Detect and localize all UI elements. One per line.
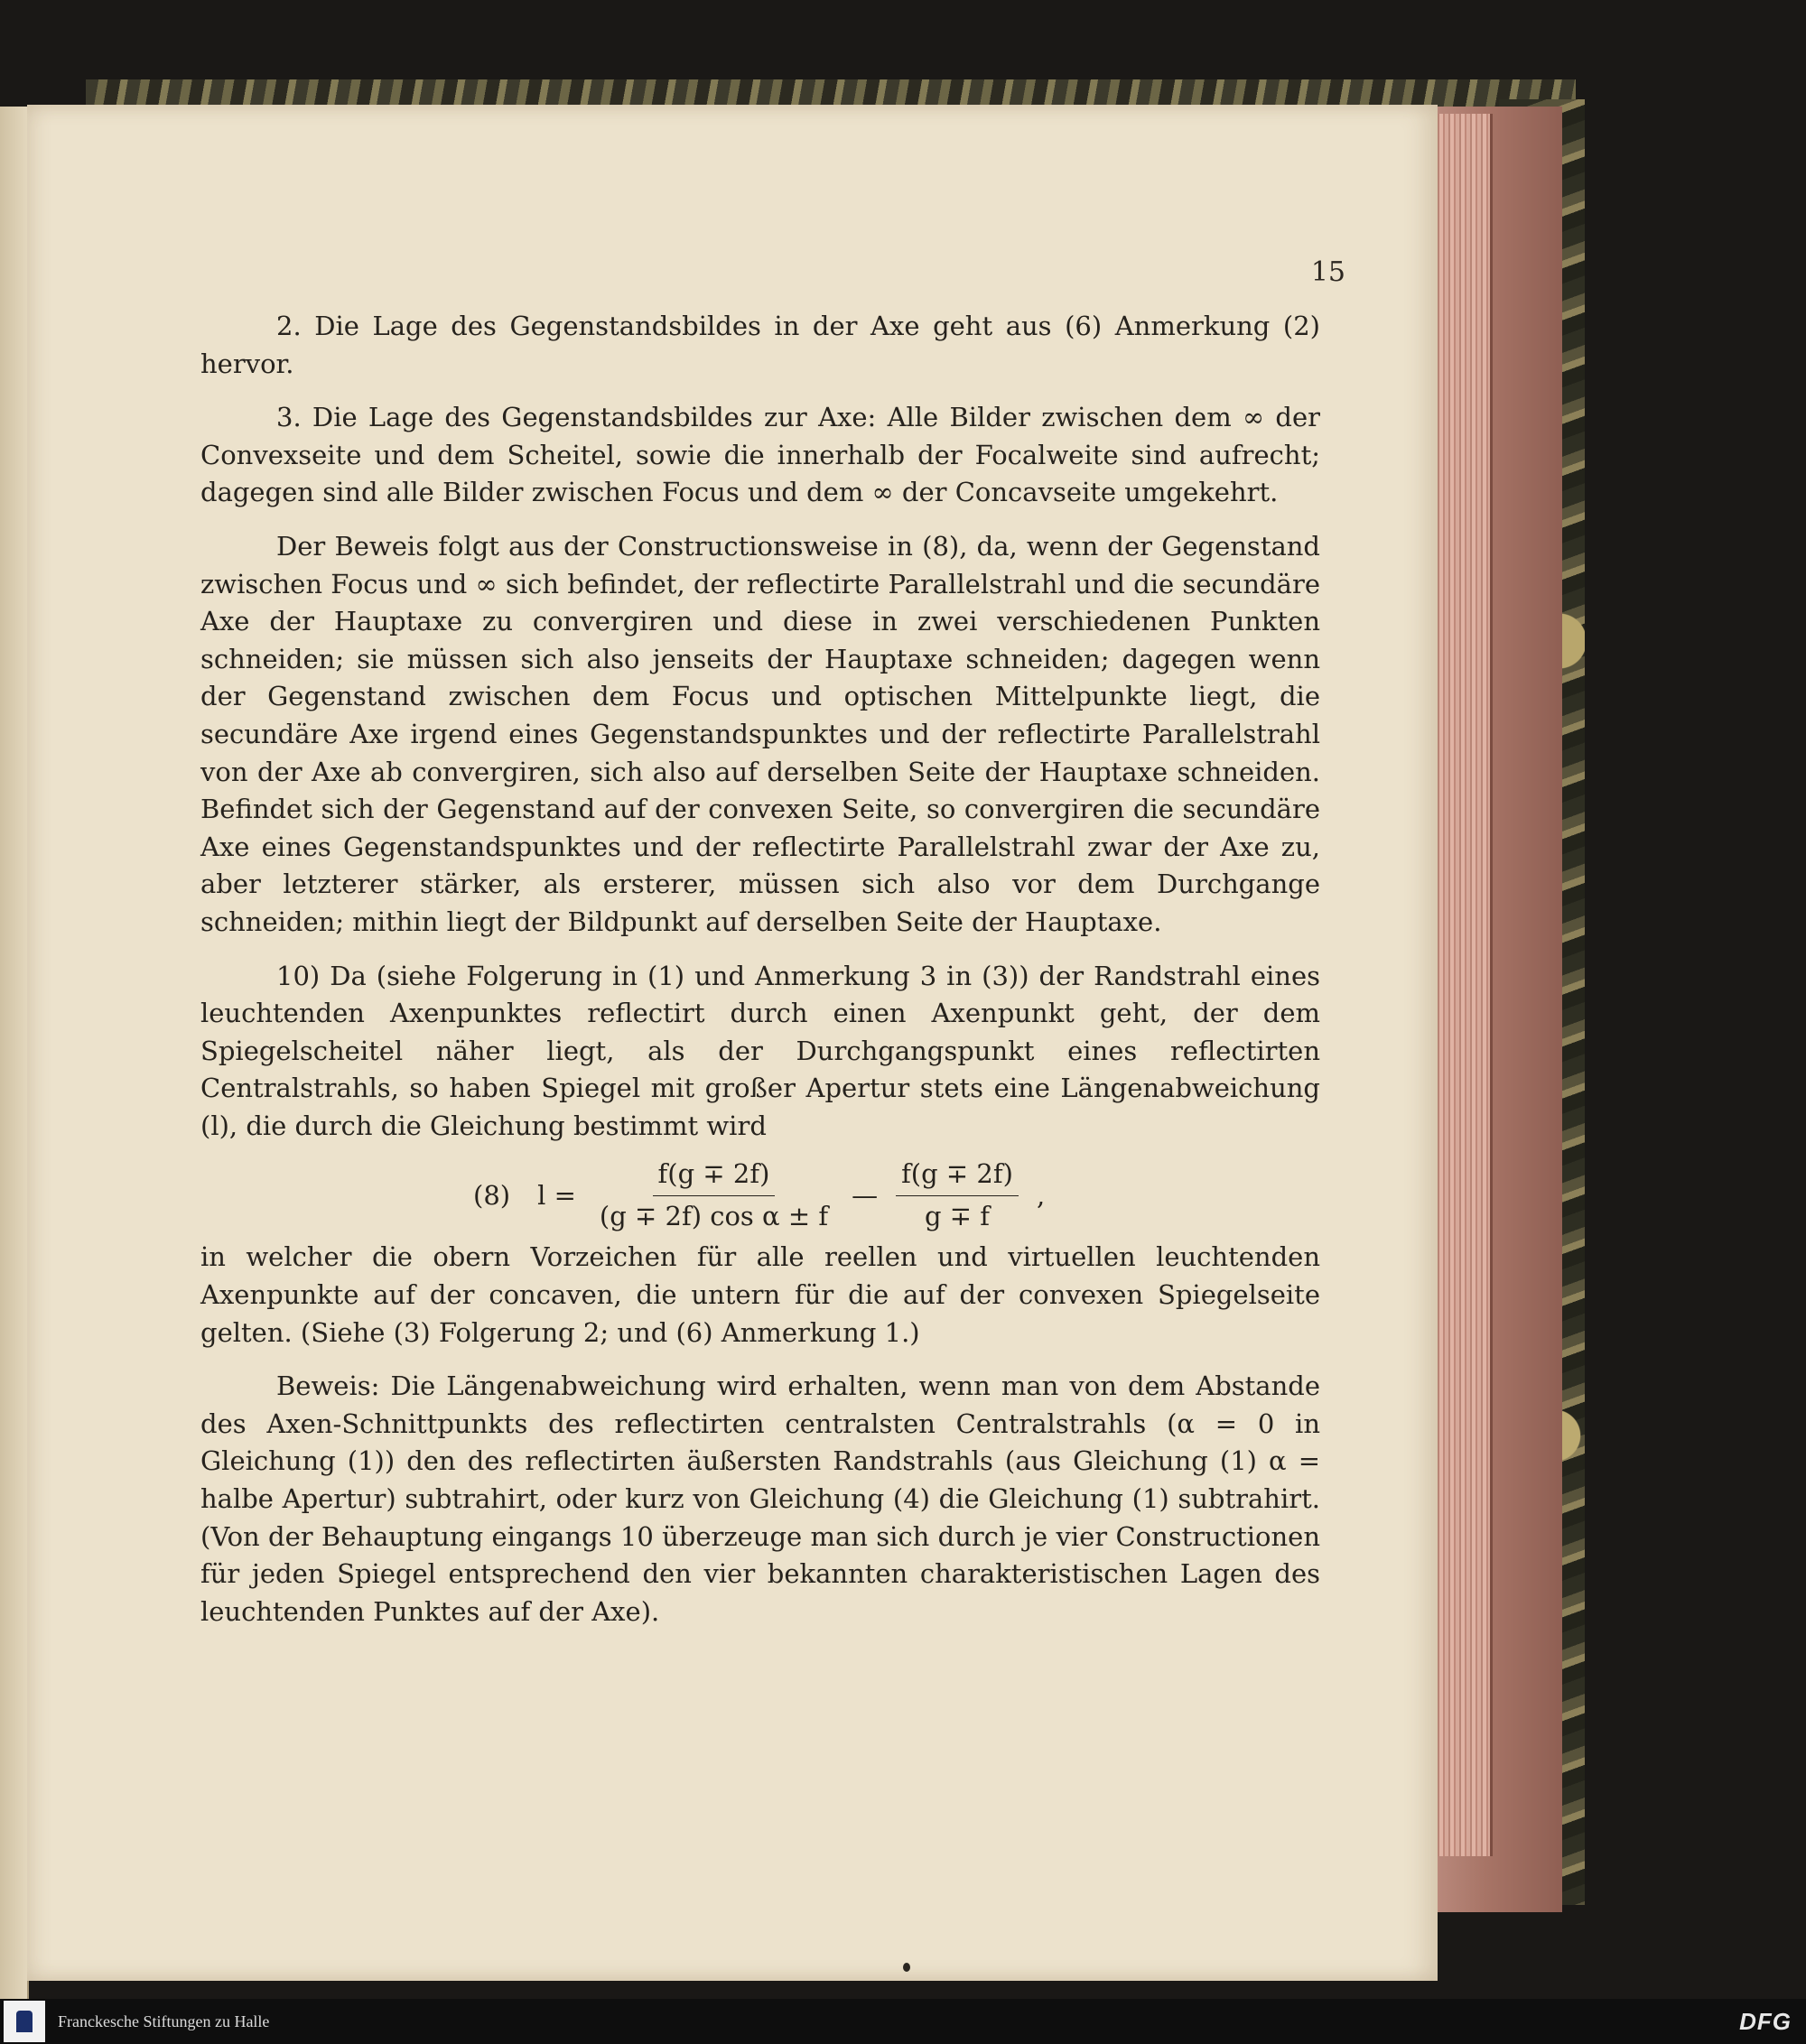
equation-fraction-2: [896, 1156, 1019, 1235]
paragraph-vorzeichen: in welcher die obern Vorzeichen für alle reellen und virtuellen leuchtenden Axenpunkte auf der concaven, die untern für die auf der convexen Spiegelseite gelten. (Siehe (3) Folgerung 2; und (6) Anmerkung 1.): [200, 1241, 1320, 1348]
ink-dot: [903, 1963, 910, 1972]
equation-trailing-comma: ,: [1036, 1179, 1046, 1211]
logo-building-icon: [16, 2011, 33, 2032]
fraction-2-denominator: g ∓ f: [924, 1200, 991, 1231]
equation-label: (8): [473, 1179, 511, 1211]
viewer-footer: [0, 1999, 1806, 2044]
page-text: [200, 308, 1320, 1647]
fraction-1-denominator: (g ∓ 2f) cos α ± f: [599, 1200, 829, 1231]
equation-8: [200, 1158, 1320, 1231]
equation-minus: —: [852, 1179, 879, 1211]
dfg-logo[interactable]: DFG: [1739, 2008, 1792, 2035]
institution-name[interactable]: Franckesche Stiftungen zu Halle: [58, 2011, 270, 2030]
paragraph-beweis-laengenabweichung: Beweis: Die Längenabweichung wird erhalten, wenn man von dem Abstande des Axen-Schnittpunkts des reflectirten centralsten Centralstrahls (α = 0 in Gleichung (1)) den des reflectirten äußersten Randstrahls (aus Gleichung (1) α = halbe Apertur) subtrahirt, oder kurz von Gleichung (4) die Gleichung (1) subtrahirt. (Von der Behauptung eingangs 10 überzeuge man sich durch je vier Constructionen für jeden Spiegel entsprechend den vier bekannten charakteristischen Lagen des leuchtenden Punktes auf der Axe).: [200, 1370, 1320, 1627]
left-page-edge: [0, 107, 29, 1999]
fraction-1-numerator: f(g ∓ 2f): [653, 1156, 776, 1196]
equation-lhs: l =: [537, 1179, 576, 1211]
page: [27, 105, 1438, 1981]
page-number: 15: [1310, 256, 1345, 288]
paragraph-lage-in-axe: 2. Die Lage des Gegenstandsbildes in der Axe geht aus (6) Anmerkung (2) hervor.: [200, 311, 1320, 379]
page-edges: [1434, 114, 1493, 1856]
paragraph-beweis-constructionsweise: Der Beweis folgt aus der Constructionsweise in (8), da, wenn der Gegenstand zwischen Focus und ∞ sich befindet, der reflectirte Parallelstrahl und die secundäre Axe der Hauptaxe zu convergiren und diese in zwei verschiedenen Punkten schneiden; sie müssen sich also jenseits der Hauptaxe schneiden; dagegen wenn der Gegenstand zwischen dem Focus und optischen Mittelpunkte liegt, die secundäre Axe irgend eines Gegenstandspunktes und der reflectirte Parallelstrahl von der Axe ab convergiren, sich also auf derselben Seite der Hauptaxe schneiden. Befindet sich der Gegenstand auf der convexen Seite, so convergiren die secundäre Axe eines Gegenstandspunktes und der reflectirte Parallelstrahl zwar der Axe zu, aber letzterer stärker, als ersterer, müssen sich also vor dem Durchgange schneiden; mithin liegt der Bildpunkt auf derselben Seite der Hauptaxe.: [200, 530, 1320, 937]
equation-fraction-1: [594, 1156, 833, 1235]
fraction-2-numerator: f(g ∓ 2f): [896, 1156, 1019, 1196]
institution-logo-icon[interactable]: [4, 2001, 45, 2042]
paragraph-lage-zur-axe: 3. Die Lage des Gegenstandsbildes zur Axe: Alle Bilder zwischen dem ∞ der Convexseite und dem Scheitel, sowie die innerhalb der Focalweite sind aufrecht; dagegen sind alle Bilder zwischen Focus und dem ∞ der Concavseite umgekehrt.: [200, 402, 1320, 508]
paragraph-laengenabweichung: 10) Da (siehe Folgerung in (1) und Anmerkung 3 in (3)) der Randstrahl eines leuchtenden Axenpunktes reflectirt durch einen Axenpunkt geht, der dem Spiegelscheitel näher liegt, als der Durchgangspunkt eines reflectirten Centralstrahls, so haben Spiegel mit großer Apertur stets eine Längenabweichung (l), die durch die Gleichung bestimmt wird: [200, 960, 1320, 1141]
